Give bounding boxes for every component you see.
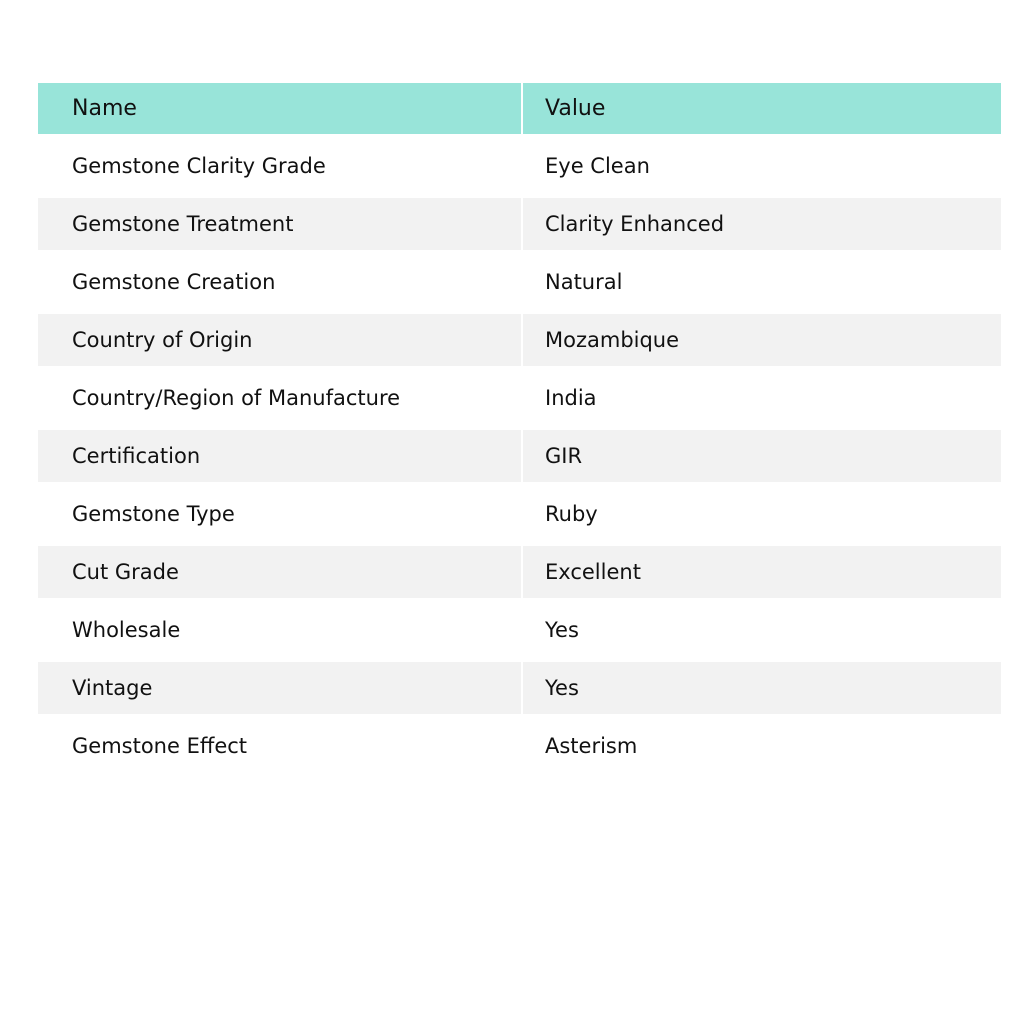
row-value-cell: Yes [545,676,579,700]
row-value-cell: Mozambique [545,328,680,352]
table-body [38,134,1001,778]
table-row [38,134,1001,198]
row-name-cell: Gemstone Clarity Grade [38,134,523,198]
table-row [38,314,1001,366]
table-row [38,366,1001,430]
row-name-cell: Vintage [38,662,523,714]
header-value-cell: Value [545,96,606,121]
table-row [38,546,1001,598]
row-value-cell: Clarity Enhanced [545,212,725,236]
table-row [38,662,1001,714]
row-name-cell: Country of Origin [38,314,523,366]
row-name-cell: Gemstone Creation [38,250,523,314]
row-name-cell: Wholesale [38,598,523,662]
table-header-row [38,83,1001,134]
table-row [38,198,1001,250]
row-value-cell: Natural [545,270,623,294]
row-value-cell: Eye Clean [545,154,650,178]
header-name-cell: Name [38,83,523,134]
table-row [38,598,1001,662]
row-value-cell: Ruby [545,502,598,526]
row-name-cell: Country/Region of Manufacture [38,366,523,430]
table-row [38,430,1001,482]
row-value-cell: GIR [545,444,583,468]
specifications-table [38,83,1001,778]
row-name-cell: Gemstone Type [38,482,523,546]
row-name-cell: Cut Grade [38,546,523,598]
row-value-cell: Asterism [545,734,638,758]
row-name-cell: Gemstone Effect [38,714,523,778]
row-value-cell: Yes [545,618,579,642]
row-value-cell: Excellent [545,560,641,584]
row-name-cell: Certification [38,430,523,482]
table-row [38,250,1001,314]
row-value-cell: India [545,386,597,410]
row-name-cell: Gemstone Treatment [38,198,523,250]
table-row [38,714,1001,778]
table-row [38,482,1001,546]
